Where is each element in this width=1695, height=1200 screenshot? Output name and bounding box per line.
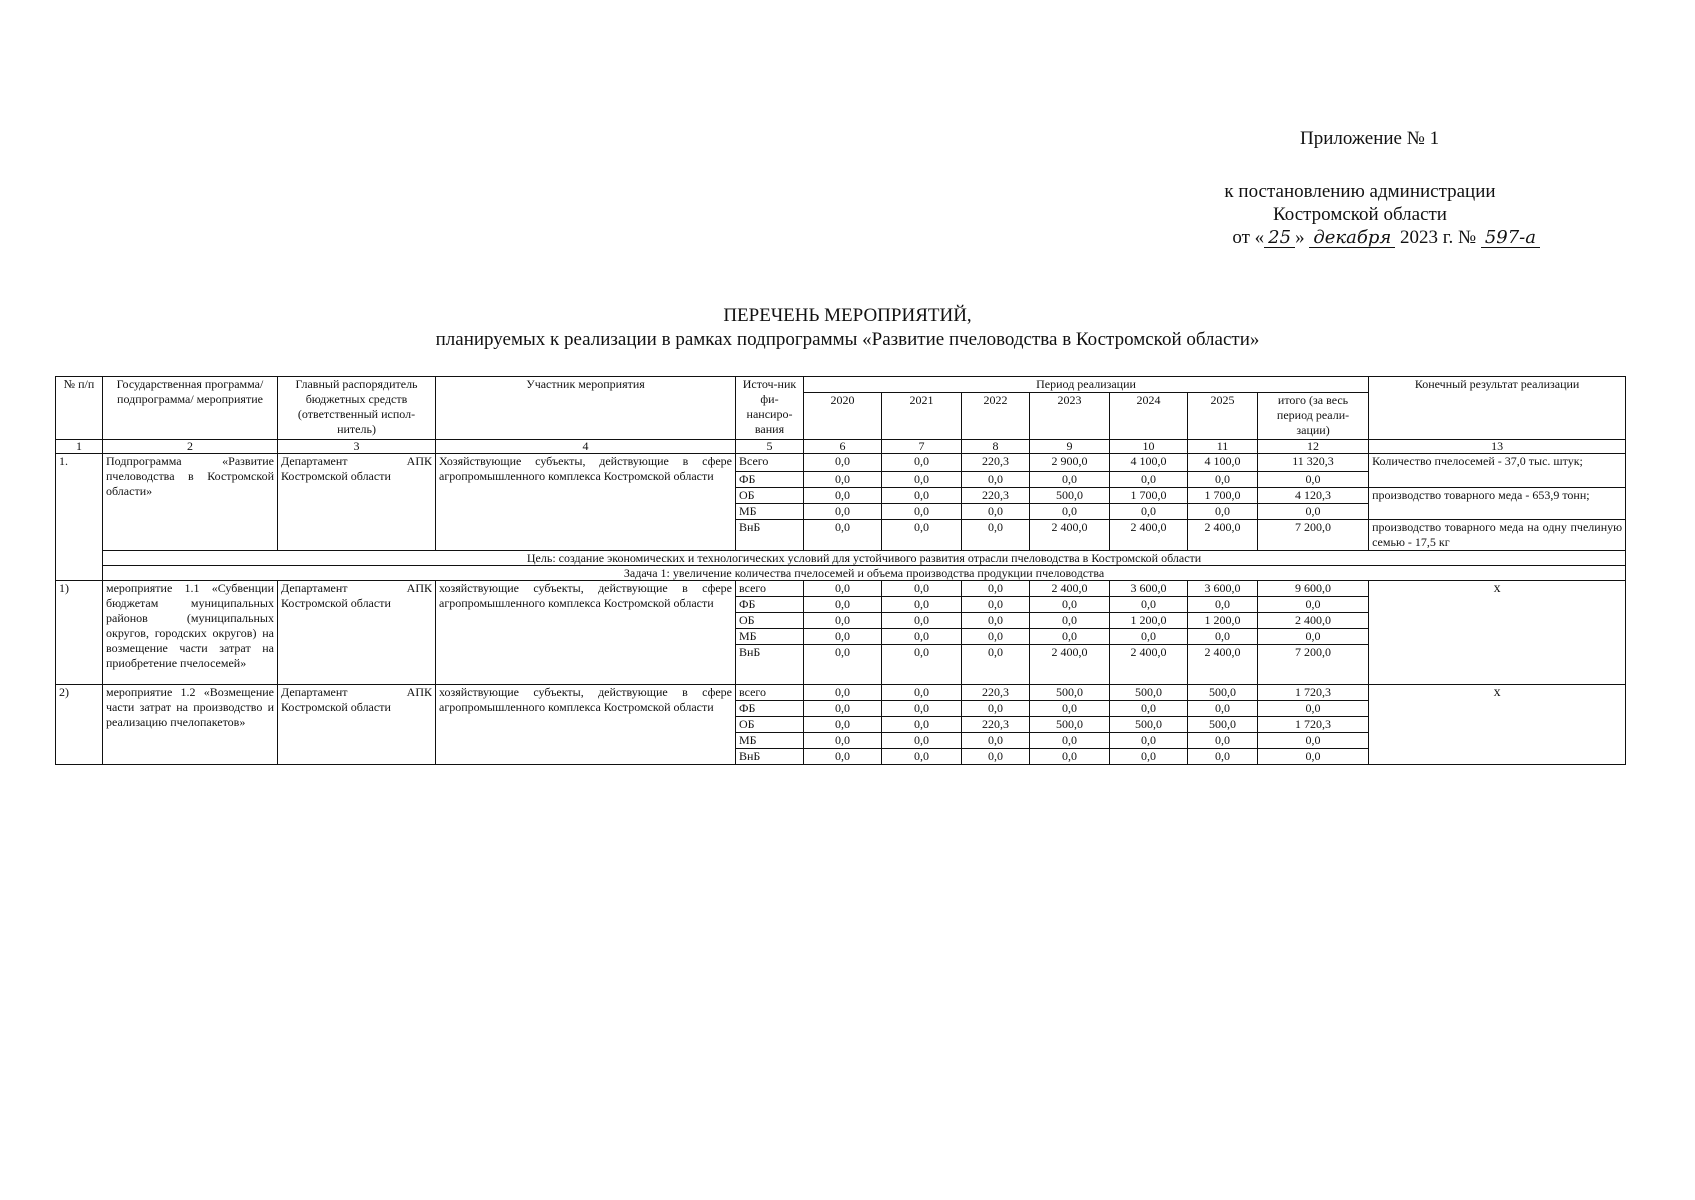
column-number: 2 [103, 440, 278, 454]
amount-cell: 1 700,0 [1110, 488, 1188, 504]
amount-cell: 0,0 [804, 701, 882, 717]
amount-cell: 220,3 [962, 717, 1030, 733]
amount-cell: 0,0 [1188, 597, 1258, 613]
amount-cell: 11 320,3 [1258, 454, 1369, 472]
program-name: Подпрограмма «Развитие пчеловодства в Костромской области» [103, 454, 278, 551]
amount-cell: 0,0 [804, 733, 882, 749]
header-row [56, 377, 1626, 393]
amount-cell: 0,0 [962, 613, 1030, 629]
amount-cell: 2 400,0 [1030, 520, 1110, 551]
funding-source: всего [736, 581, 804, 597]
amount-cell: 0,0 [962, 749, 1030, 765]
amount-cell: 2 400,0 [1030, 581, 1110, 597]
amount-cell: 2 400,0 [1258, 613, 1369, 629]
result-mark: х [1369, 581, 1626, 685]
funding-source: МБ [736, 733, 804, 749]
table-row [56, 454, 1626, 472]
amount-cell: 1 720,3 [1258, 685, 1369, 701]
amount-cell: 0,0 [1188, 733, 1258, 749]
amount-cell: 0,0 [1258, 597, 1369, 613]
amount-cell: 500,0 [1110, 717, 1188, 733]
funding-source: всего [736, 685, 804, 701]
funding-source: ОБ [736, 613, 804, 629]
amount-cell: 0,0 [804, 504, 882, 520]
decree-date-line [1180, 226, 1540, 249]
decree-year: 2023 г. № [1400, 227, 1477, 248]
decree-day-handwritten: 25 [1264, 229, 1295, 248]
document-title: ПЕРЕЧЕНЬ МЕРОПРИЯТИЙ, [723, 305, 972, 326]
amount-cell: 0,0 [882, 733, 962, 749]
amount-cell: 0,0 [882, 685, 962, 701]
col-head-source: Источ-ник фи-нансиро-вания [736, 377, 804, 440]
amount-cell: 500,0 [1110, 685, 1188, 701]
col-head-no: № п/п [56, 377, 103, 440]
amount-cell: 0,0 [962, 581, 1030, 597]
result-text: Количество пчелосемей - 37,0 тыс. штук; [1369, 454, 1626, 488]
amount-cell: 1 200,0 [1110, 613, 1188, 629]
amount-cell: 0,0 [882, 472, 962, 488]
task-text: Задача 1: увеличение количества пчелосемей и объема производства продукции пчеловодства [103, 566, 1626, 581]
column-number: 1 [56, 440, 103, 454]
amount-cell: 0,0 [1030, 733, 1110, 749]
row-number: 1) [56, 581, 103, 685]
amount-cell: 220,3 [962, 685, 1030, 701]
appendix-label: Приложение № 1 [1300, 128, 1440, 149]
amount-cell: 3 600,0 [1110, 581, 1188, 597]
col-head-year: 2020 [804, 393, 882, 440]
amount-cell: 7 200,0 [1258, 520, 1369, 551]
amount-cell: 500,0 [1030, 488, 1110, 504]
amount-cell: 0,0 [882, 488, 962, 504]
column-number: 6 [804, 440, 882, 454]
amount-cell: 0,0 [1110, 733, 1188, 749]
manager-name: Департамент АПК Костромской области [278, 685, 436, 765]
funding-source: ОБ [736, 488, 804, 504]
amount-cell: 500,0 [1188, 717, 1258, 733]
column-number: 5 [736, 440, 804, 454]
amount-cell: 7 200,0 [1258, 645, 1369, 685]
funding-source: ВнБ [736, 749, 804, 765]
amount-cell: 0,0 [962, 701, 1030, 717]
amount-cell: 0,0 [1258, 472, 1369, 488]
amount-cell: 0,0 [882, 597, 962, 613]
result-text: производство товарного меда на одну пчелиную семью - 17,5 кг [1369, 520, 1626, 551]
amount-cell: 2 400,0 [1188, 645, 1258, 685]
amount-cell: 0,0 [962, 645, 1030, 685]
column-number: 12 [1258, 440, 1369, 454]
decree-number-handwritten: 597-а [1481, 229, 1540, 248]
amount-cell: 1 720,3 [1258, 717, 1369, 733]
column-number: 10 [1110, 440, 1188, 454]
amount-cell: 0,0 [1188, 472, 1258, 488]
activities-table [55, 376, 1626, 765]
amount-cell: 4 100,0 [1188, 454, 1258, 472]
funding-source: ФБ [736, 701, 804, 717]
amount-cell: 0,0 [804, 472, 882, 488]
funding-source: Всего [736, 454, 804, 472]
amount-cell: 0,0 [882, 701, 962, 717]
funding-source: ОБ [736, 717, 804, 733]
participant-name: Хозяйствующие субъекты, действующие в сфере агропромышленного комплекса Костромской области [436, 454, 736, 551]
col-head-total: итого (за весь период реали-зации) [1258, 393, 1369, 440]
amount-cell: 220,3 [962, 488, 1030, 504]
amount-cell: 0,0 [804, 645, 882, 685]
funding-source: МБ [736, 504, 804, 520]
amount-cell: 0,0 [1258, 733, 1369, 749]
amount-cell: 0,0 [1030, 749, 1110, 765]
program-name: мероприятие 1.2 «Возмещение части затрат на производство и реализацию пчелопакетов» [103, 685, 278, 765]
column-number: 9 [1030, 440, 1110, 454]
amount-cell: 1 700,0 [1188, 488, 1258, 504]
amount-cell: 220,3 [962, 454, 1030, 472]
participant-name: хозяйствующие субъекты, действующие в сфере агропромышленного комплекса Костромской области [436, 685, 736, 765]
col-head-participant: Участник мероприятия [436, 377, 736, 440]
col-head-year: 2023 [1030, 393, 1110, 440]
amount-cell: 4 100,0 [1110, 454, 1188, 472]
decree-mid: » [1295, 227, 1305, 248]
amount-cell: 0,0 [1110, 597, 1188, 613]
col-head-manager: Главный распорядитель бюджетных средств (ответственный испол-нитель) [278, 377, 436, 440]
program-name: мероприятие 1.1 «Субвенции бюджетам муниципальных районов (муниципальных округов, городских округов) на возмещение части затрат на приобретение пчелосемей» [103, 581, 278, 685]
goal-text: Цель: создание экономических и технологических условий для устойчивого развития отрасли пчеловодства в Костромской области [103, 551, 1626, 566]
amount-cell: 0,0 [962, 504, 1030, 520]
amount-cell: 0,0 [1030, 629, 1110, 645]
amount-cell: 0,0 [1110, 504, 1188, 520]
amount-cell: 500,0 [1030, 685, 1110, 701]
amount-cell: 2 400,0 [1030, 645, 1110, 685]
column-number-row [56, 440, 1626, 454]
column-number: 7 [882, 440, 962, 454]
amount-cell: 0,0 [804, 685, 882, 701]
amount-cell: 0,0 [804, 749, 882, 765]
amount-cell: 0,0 [962, 472, 1030, 488]
amount-cell: 2 400,0 [1188, 520, 1258, 551]
amount-cell: 0,0 [882, 749, 962, 765]
decree-month-handwritten: декабря [1309, 229, 1395, 248]
amount-cell: 0,0 [882, 629, 962, 645]
amount-cell: 0,0 [804, 520, 882, 551]
amount-cell: 0,0 [1030, 613, 1110, 629]
amount-cell: 9 600,0 [1258, 581, 1369, 597]
amount-cell: 0,0 [882, 645, 962, 685]
amount-cell: 0,0 [962, 597, 1030, 613]
table-row [56, 685, 1626, 701]
amount-cell: 0,0 [1030, 597, 1110, 613]
amount-cell: 0,0 [882, 613, 962, 629]
amount-cell: 0,0 [804, 581, 882, 597]
amount-cell: 0,0 [1188, 749, 1258, 765]
amount-cell: 2 400,0 [1110, 520, 1188, 551]
column-number: 3 [278, 440, 436, 454]
funding-source: ФБ [736, 472, 804, 488]
amount-cell: 0,0 [962, 629, 1030, 645]
amount-cell: 0,0 [1188, 701, 1258, 717]
funding-source: МБ [736, 629, 804, 645]
col-head-year: 2022 [962, 393, 1030, 440]
amount-cell: 3 600,0 [1188, 581, 1258, 597]
decree-prefix: от « [1232, 227, 1265, 248]
amount-cell: 0,0 [1188, 629, 1258, 645]
row-number: 2) [56, 685, 103, 765]
amount-cell: 500,0 [1030, 717, 1110, 733]
amount-cell: 2 900,0 [1030, 454, 1110, 472]
col-head-result: Конечный результат реализации [1369, 377, 1626, 440]
result-text: производство товарного меда - 653,9 тонн; [1369, 488, 1626, 520]
amount-cell: 1 200,0 [1188, 613, 1258, 629]
amount-cell: 0,0 [882, 581, 962, 597]
funding-source: ФБ [736, 597, 804, 613]
amount-cell: 0,0 [804, 454, 882, 472]
column-number: 13 [1369, 440, 1626, 454]
amount-cell: 0,0 [804, 613, 882, 629]
amount-cell: 0,0 [1258, 701, 1369, 717]
table-row [56, 581, 1626, 597]
amount-cell: 0,0 [882, 504, 962, 520]
decree-reference [1180, 180, 1540, 249]
amount-cell: 0,0 [1030, 472, 1110, 488]
amount-cell: 0,0 [804, 488, 882, 504]
row-number: 1. [56, 454, 103, 581]
col-head-period: Период реализации [804, 377, 1369, 393]
decree-line-2: Костромской области [1273, 204, 1447, 225]
column-number: 8 [962, 440, 1030, 454]
amount-cell: 0,0 [1110, 629, 1188, 645]
amount-cell: 0,0 [1030, 504, 1110, 520]
result-mark: х [1369, 685, 1626, 765]
funding-source: ВнБ [736, 520, 804, 551]
amount-cell: 0,0 [1258, 629, 1369, 645]
amount-cell: 0,0 [962, 733, 1030, 749]
amount-cell: 0,0 [1110, 749, 1188, 765]
amount-cell: 0,0 [1258, 504, 1369, 520]
col-head-year: 2024 [1110, 393, 1188, 440]
column-number: 4 [436, 440, 736, 454]
amount-cell: 0,0 [1110, 472, 1188, 488]
amount-cell: 2 400,0 [1110, 645, 1188, 685]
amount-cell: 0,0 [1258, 749, 1369, 765]
amount-cell: 500,0 [1188, 685, 1258, 701]
funding-source: ВнБ [736, 645, 804, 685]
column-number: 11 [1188, 440, 1258, 454]
amount-cell: 0,0 [804, 597, 882, 613]
task-row [56, 566, 1626, 581]
amount-cell: 0,0 [804, 629, 882, 645]
goal-row [56, 551, 1626, 566]
amount-cell: 0,0 [882, 520, 962, 551]
amount-cell: 0,0 [1030, 701, 1110, 717]
manager-name: Департамент АПК Костромской области [278, 581, 436, 685]
col-head-year: 2025 [1188, 393, 1258, 440]
manager-name: Департамент АПК Костромской области [278, 454, 436, 551]
amount-cell: 0,0 [962, 520, 1030, 551]
document-subtitle: планируемых к реализации в рамках подпрограммы «Развитие пчеловодства в Костромской области» [435, 329, 1260, 350]
amount-cell: 0,0 [1188, 504, 1258, 520]
amount-cell: 0,0 [882, 717, 962, 733]
amount-cell: 4 120,3 [1258, 488, 1369, 504]
amount-cell: 0,0 [804, 717, 882, 733]
col-head-year: 2021 [882, 393, 962, 440]
col-head-program: Государственная программа/ подпрограмма/ мероприятие [103, 377, 278, 440]
participant-name: хозяйствующие субъекты, действующие в сфере агропромышленного комплекса Костромской области [436, 581, 736, 685]
amount-cell: 0,0 [882, 454, 962, 472]
decree-line-1: к постановлению администрации [1224, 181, 1496, 202]
amount-cell: 0,0 [1110, 701, 1188, 717]
